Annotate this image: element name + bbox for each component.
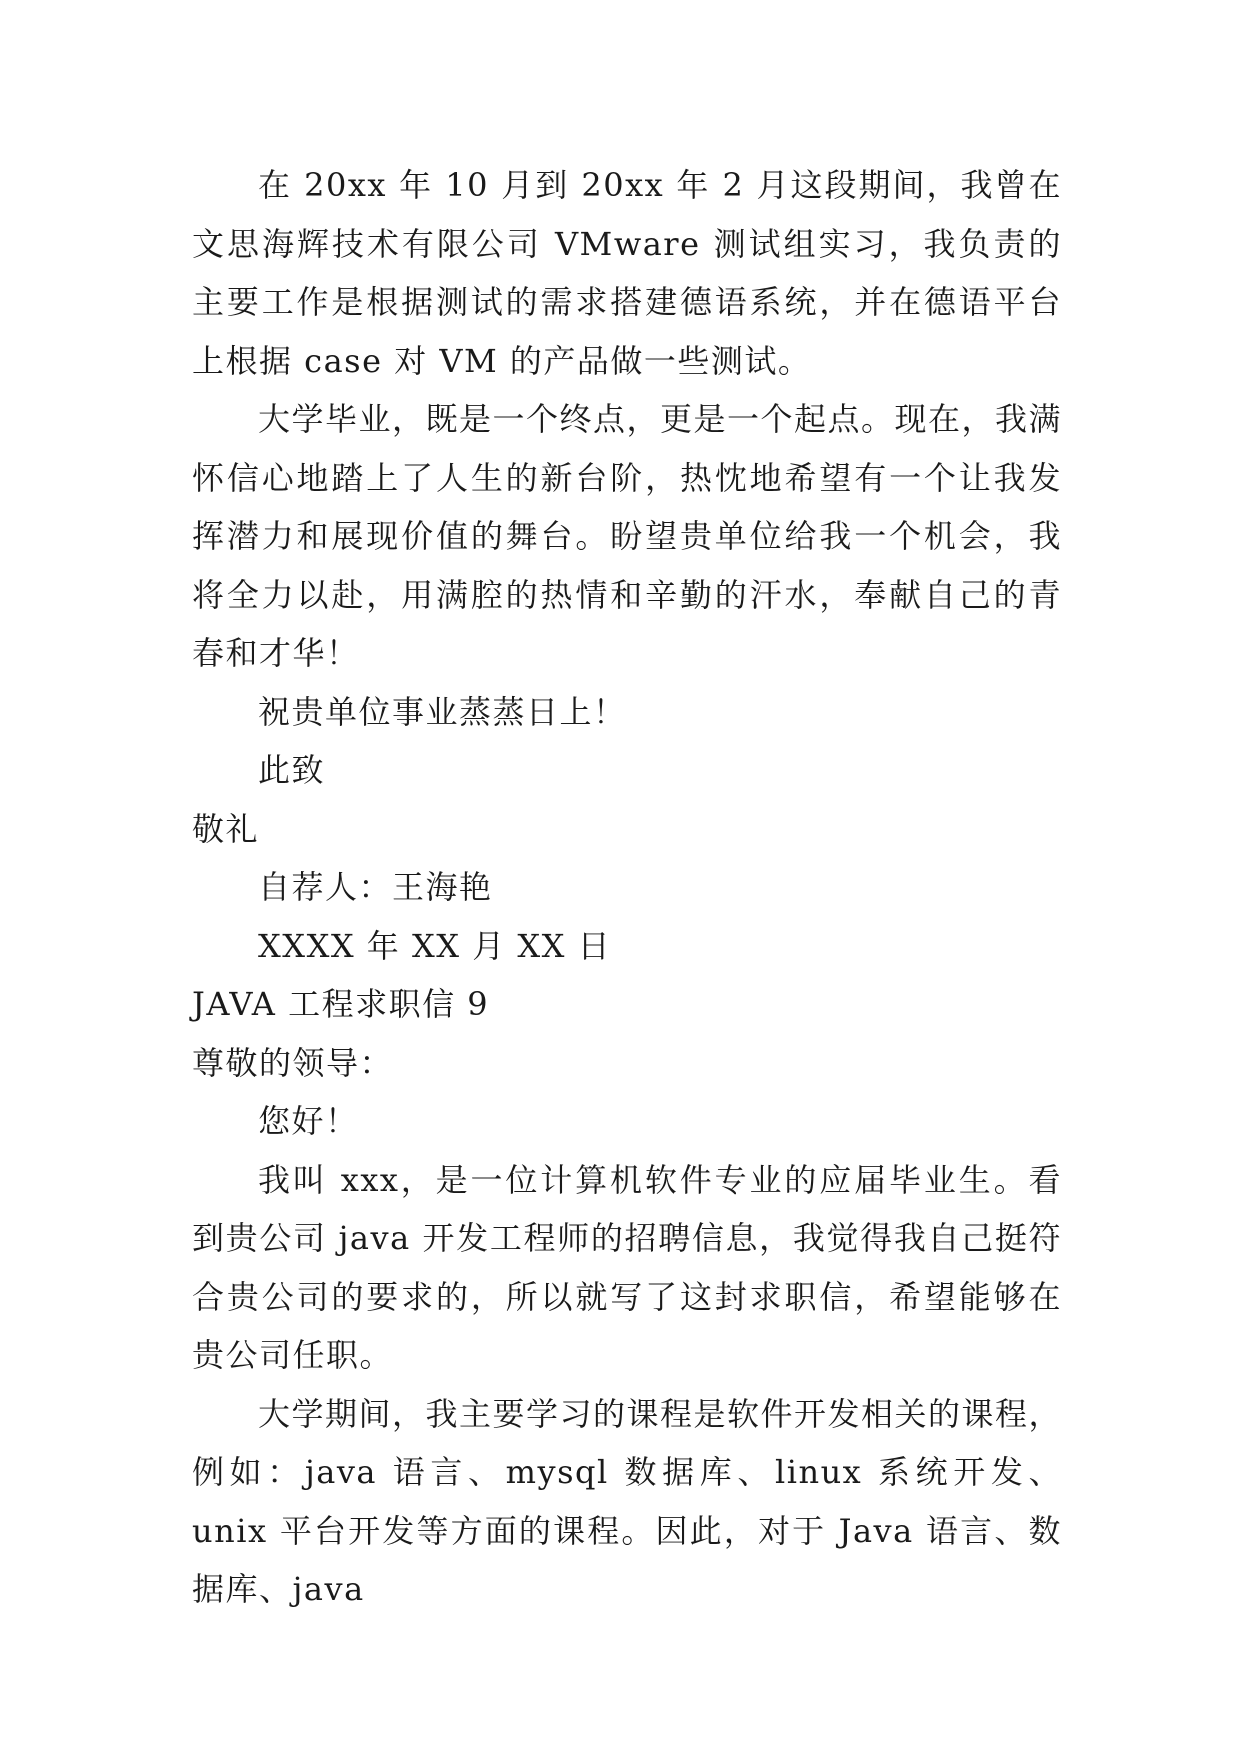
date-line: XXXX 年 XX 月 XX 日 — [258, 926, 612, 965]
paragraph-courses: 大学期间，我主要学习的课程是软件开发相关的课程，例如：java 语言、mysql 数据库、linux 系统开发、unix 平台开发等方面的课程。因此，对于 Java 语言、数据库、java — [192, 1394, 1063, 1608]
letter-hello: 您好！ — [258, 1102, 359, 1140]
letter-greeting: 尊敬的领导： — [192, 1043, 394, 1082]
section-heading: JAVA 工程求职信 9 — [192, 985, 490, 1023]
signature: 自荐人：王海艳 — [258, 868, 493, 906]
closing-regards: 敬礼 — [192, 809, 260, 848]
paragraph-graduation: 大学毕业，既是一个终点，更是一个起点。现在，我满怀信心地踏上了人生的新台阶，热忱地希望有一个让我发挥潜力和展现价值的舞台。盼望贵单位给我一个机会，我将全力以赴，用满腔的热情和辛勤的汗水，奉献自己的青春和才华！ — [192, 400, 1063, 672]
paragraph-internship: 在 20xx 年 10 月到 20xx 年 2 月这段期间，我曾在文思海辉技术有限公司 VMware 测试组实习，我负责的主要工作是根据测试的需求搭建德语系统，并在德语平台上根据 case 对 VM 的产品做一些测试。 — [192, 166, 1062, 380]
closing-salutation: 此致 — [258, 751, 326, 789]
document-body — [192, 156, 1062, 1619]
paragraph-introduction: 我叫 xxx，是一位计算机软件专业的应届毕业生。看到贵公司 java 开发工程师的招聘信息，我觉得我自己挺符合贵公司的要求的，所以就写了这封求职信，希望能够在贵公司任职。 — [192, 1160, 1062, 1374]
paragraph-wishes: 祝贵单位事业蒸蒸日上！ — [258, 692, 627, 731]
